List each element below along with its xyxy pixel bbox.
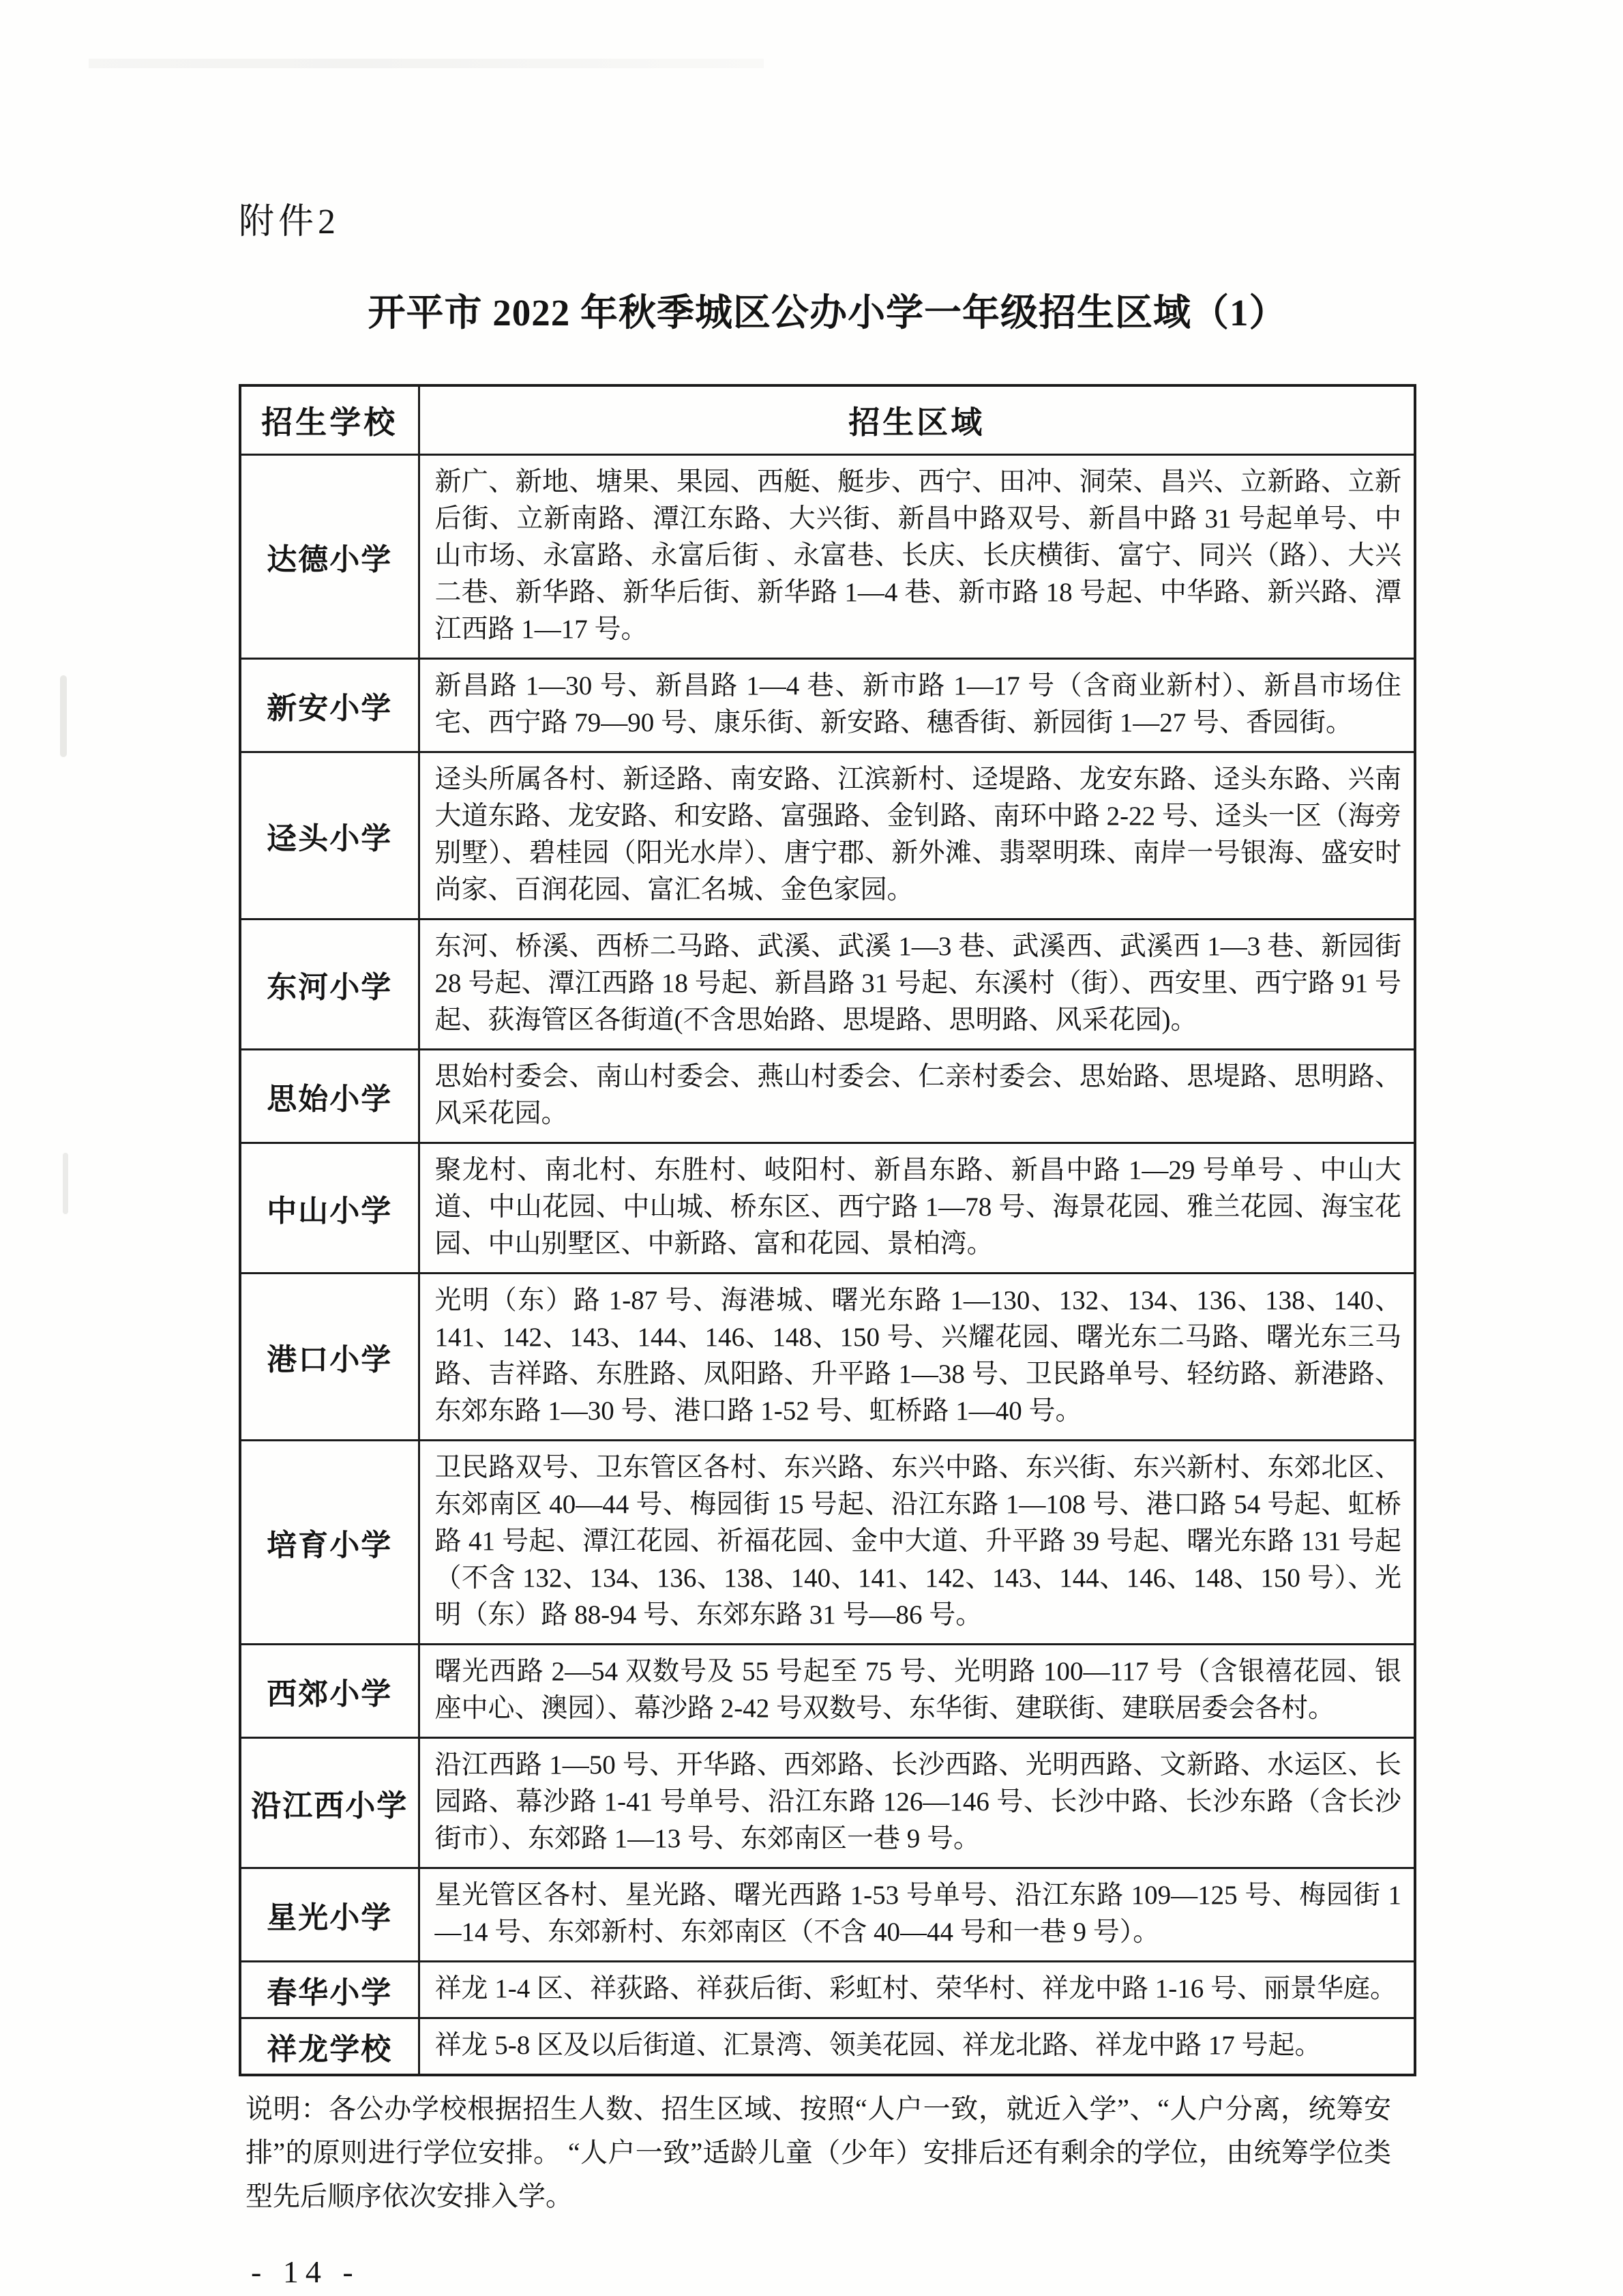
- school-area: 曙光西路 2—54 双数号及 55 号起至 75 号、光明路 100—117 号（含银禧花园、银座中心、澳园）、幕沙路 2-42 号双数号、东华街、建联街、建联居委会各村。: [419, 1645, 1415, 1738]
- school-name: 中山小学: [240, 1143, 419, 1274]
- school-name: 港口小学: [240, 1274, 419, 1441]
- table-row: [240, 1050, 1415, 1143]
- table-row: [240, 752, 1415, 919]
- school-name: 星光小学: [240, 1868, 419, 1962]
- table-row: [240, 1274, 1415, 1441]
- enrollment-zone-table: [239, 384, 1416, 2076]
- header-school-column: 招生学校: [240, 385, 419, 455]
- table-row: [240, 1962, 1415, 2018]
- scan-artifact-smudge: [63, 1153, 68, 1214]
- table-row: [240, 455, 1415, 659]
- page-number: - 14 -: [251, 2254, 360, 2289]
- school-area: 新昌路 1—30 号、新昌路 1—4 巷、新市路 1—17 号（含商业新村）、新昌市场住宅、西宁路 79—90 号、康乐街、新安路、穗香街、新园街 1—27 号、香园街。: [419, 659, 1415, 752]
- school-name: 沿江西小学: [240, 1738, 419, 1868]
- table-header-row: [240, 385, 1415, 455]
- school-name: 西郊小学: [240, 1645, 419, 1738]
- school-area: 沿江西路 1—50 号、开华路、西郊路、长沙西路、光明西路、文新路、水运区、长园路、幕沙路 1-41 号单号、沿江东路 126—146 号、长沙中路、长沙东路（含长沙街市）、东郊路 1—13 号、东郊南区一巷 9 号。: [419, 1738, 1415, 1868]
- scan-artifact-smudge: [60, 675, 67, 757]
- school-area: 聚龙村、南北村、东胜村、岐阳村、新昌东路、新昌中路 1—29 号单号 、中山大道、中山花园、中山城、桥东区、西宁路 1—78 号、海景花园、雅兰花园、海宝花园、中山别墅区、中新路、富和花园、景柏湾。: [419, 1143, 1415, 1274]
- school-area: 卫民路双号、卫东管区各村、东兴路、东兴中路、东兴街、东兴新村、东郊北区、东郊南区 40—44 号、梅园街 15 号起、沿江东路 1—108 号、港口路 54 号起、虹桥路 41 号起、潭江花园、祈福花园、金中大道、升平路 39 号起、曙光东路 131 号起（不含 132、134、136、138、140、141、142、143、144、146、148、150 号）、光明（东）路 88-94 号、东郊东路 31 号—86 号。: [419, 1441, 1415, 1645]
- table-row: [240, 1645, 1415, 1738]
- school-area: 祥龙 5-8 区及以后街道、汇景湾、领美花园、祥龙北路、祥龙中路 17 号起。: [419, 2018, 1415, 2076]
- table-row: [240, 2018, 1415, 2076]
- table-row: [240, 1441, 1415, 1645]
- attachment-label: 附件2: [239, 203, 340, 241]
- school-name: 祥龙学校: [240, 2018, 419, 2076]
- school-name: 达德小学: [240, 455, 419, 659]
- table-row: [240, 1868, 1415, 1962]
- school-name: 培育小学: [240, 1441, 419, 1645]
- school-area: 祥龙 1-4 区、祥荻路、祥荻后街、彩虹村、荣华村、祥龙中路 1-16 号、丽景华庭。: [419, 1962, 1415, 2018]
- school-name: 思始小学: [240, 1050, 419, 1143]
- table-row: [240, 1143, 1415, 1274]
- page-title: 开平市 2022 年秋季城区公办小学一年级招生区域（1）: [368, 292, 1287, 334]
- school-area: 星光管区各村、星光路、曙光西路 1-53 号单号、沿江东路 109—125 号、梅园街 1—14 号、东郊新村、东郊南区（不含 40—44 号和一巷 9 号）。: [419, 1868, 1415, 1962]
- school-area: 光明（东）路 1-87 号、海港城、曙光东路 1—130、132、134、136、138、140、141、142、143、144、146、148、150 号、兴耀花园、曙光东二马路、曙光东三马路、吉祥路、东胜路、凤阳路、升平路 1—38 号、卫民路单号、轻纺路、新港路、东郊东路 1—30 号、港口路 1-52 号、虹桥路 1—40 号。: [419, 1274, 1415, 1441]
- header-area-column: 招生区域: [419, 385, 1415, 455]
- school-name: 新安小学: [240, 659, 419, 752]
- explanatory-note: 说明：各公办学校根据招生人数、招生区域、按照“人户一致，就近入学”、“人户分离，统筹安排”的原则进行学位安排。 “人户一致”适龄儿童（少年）安排后还有剩余的学位，由统筹学位类型先后顺序依次安排入学。: [245, 2093, 1391, 2211]
- school-area: 东河、桥溪、西桥二马路、武溪、武溪 1—3 巷、武溪西、武溪西 1—3 巷、新园街 28 号起、潭江西路 18 号起、新昌路 31 号起、东溪村（街）、西安里、西宁路 91 号起、荻海管区各街道(不含思始路、思堤路、思明路、风采花园)。: [419, 919, 1415, 1050]
- scan-artifact-streak: [89, 59, 764, 68]
- school-area: 思始村委会、南山村委会、燕山村委会、仁亲村委会、思始路、思堤路、思明路、风采花园。: [419, 1050, 1415, 1143]
- school-name: 迳头小学: [240, 752, 419, 919]
- school-name: 春华小学: [240, 1962, 419, 2018]
- table-row: [240, 1738, 1415, 1868]
- table-row: [240, 659, 1415, 752]
- table-row: [240, 919, 1415, 1050]
- school-area: 新广、新地、塘果、果园、西艇、艇步、西宁、田冲、洞荣、昌兴、立新路、立新后街、立新南路、潭江东路、大兴街、新昌中路双号、新昌中路 31 号起单号、中山市场、永富路、永富后街 、永富巷、长庆、长庆横街、富宁、同兴（路）、大兴二巷、新华路、新华后街、新华路 1—4 巷、新市路 18 号起、中华路、新兴路、潭江西路 1—17 号。: [419, 455, 1415, 659]
- school-name: 东河小学: [240, 919, 419, 1050]
- school-area: 迳头所属各村、新迳路、南安路、江滨新村、迳堤路、龙安东路、迳头东路、兴南大道东路、龙安路、和安路、富强路、金钊路、南环中路 2-22 号、迳头一区（海旁别墅）、碧桂园（阳光水岸）、唐宁郡、新外滩、翡翠明珠、南岸一号银海、盛安时尚家、百润花园、富汇名城、金色家园。: [419, 752, 1415, 919]
